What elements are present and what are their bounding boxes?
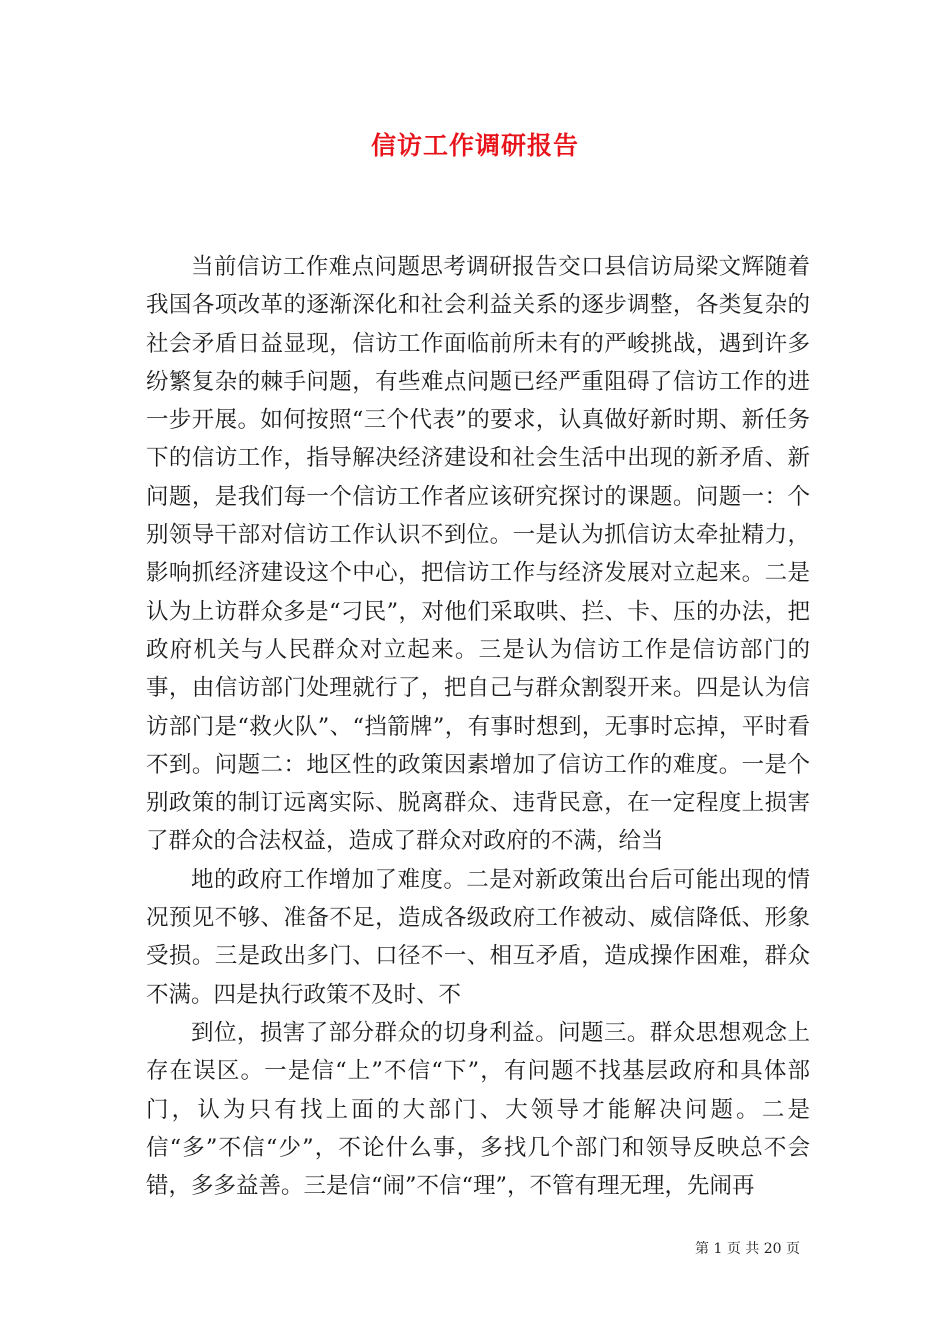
page-number-footer: 第 1 页 共 20 页 xyxy=(695,1241,800,1257)
paragraph-2: 地的政府工作增加了难度。二是对新政策出台后可能出现的情况预见不够、准备不足，造成各级政府工作被动、威信降低、形象受损。三是政出多门、口径不一、相互矛盾，造成操作困难，群众不满。四是执行政策不及时、不 xyxy=(146,866,810,1008)
paragraph-1: 当前信访工作难点问题思考调研报告交口县信访局梁文辉随着我国各项改革的逐渐深化和社会利益关系的逐步调整，各类复杂的社会矛盾日益显现，信访工作面临前所未有的严峻挑战，遇到许多纷繁复杂的棘手问题，有些难点问题已经严重阻碍了信访工作的进一步开展。如何按照“三个代表”的要求，认真做好新时期、新任务下的信访工作，指导解决经济建设和社会生活中出现的新矛盾、新问题，是我们每一个信访工作者应该研究探讨的课题。问题一：个别领导干部对信访工作认识不到位。一是认为抓信访太牵扯精力，影响抓经济建设这个中心，把信访工作与经济发展对立起来。二是认为上访群众多是“刁民”，对他们采取哄、拦、卡、压的办法，把政府机关与人民群众对立起来。三是认为信访工作是信访部门的事，由信访部门处理就行了，把自己与群众割裂开来。四是认为信访部门是“救火队”、“挡箭牌”，有事时想到，无事时忘掉，平时看不到。问题二：地区性的政策因素增加了信访工作的难度。一是个别政策的制订远离实际、脱离群众、违背民意，在一定程度上损害了群众的合法权益，造成了群众对政府的不满，给当 xyxy=(146,254,810,855)
paragraph-3: 到位，损害了部分群众的切身利益。问题三。群众思想观念上存在误区。一是信“上”不信“下”，有问题不找基层政府和具体部门，认为只有找上面的大部门、大领导才能解决问题。二是信“多”不信“少”，不论什么事，多找几个部门和领导反映总不会错，多多益善。三是信“闹”不信“理”，不管有理无理，先闹再 xyxy=(146,1019,810,1200)
document-title: 信访工作调研报告 xyxy=(370,131,579,160)
document-body xyxy=(146,248,810,1205)
